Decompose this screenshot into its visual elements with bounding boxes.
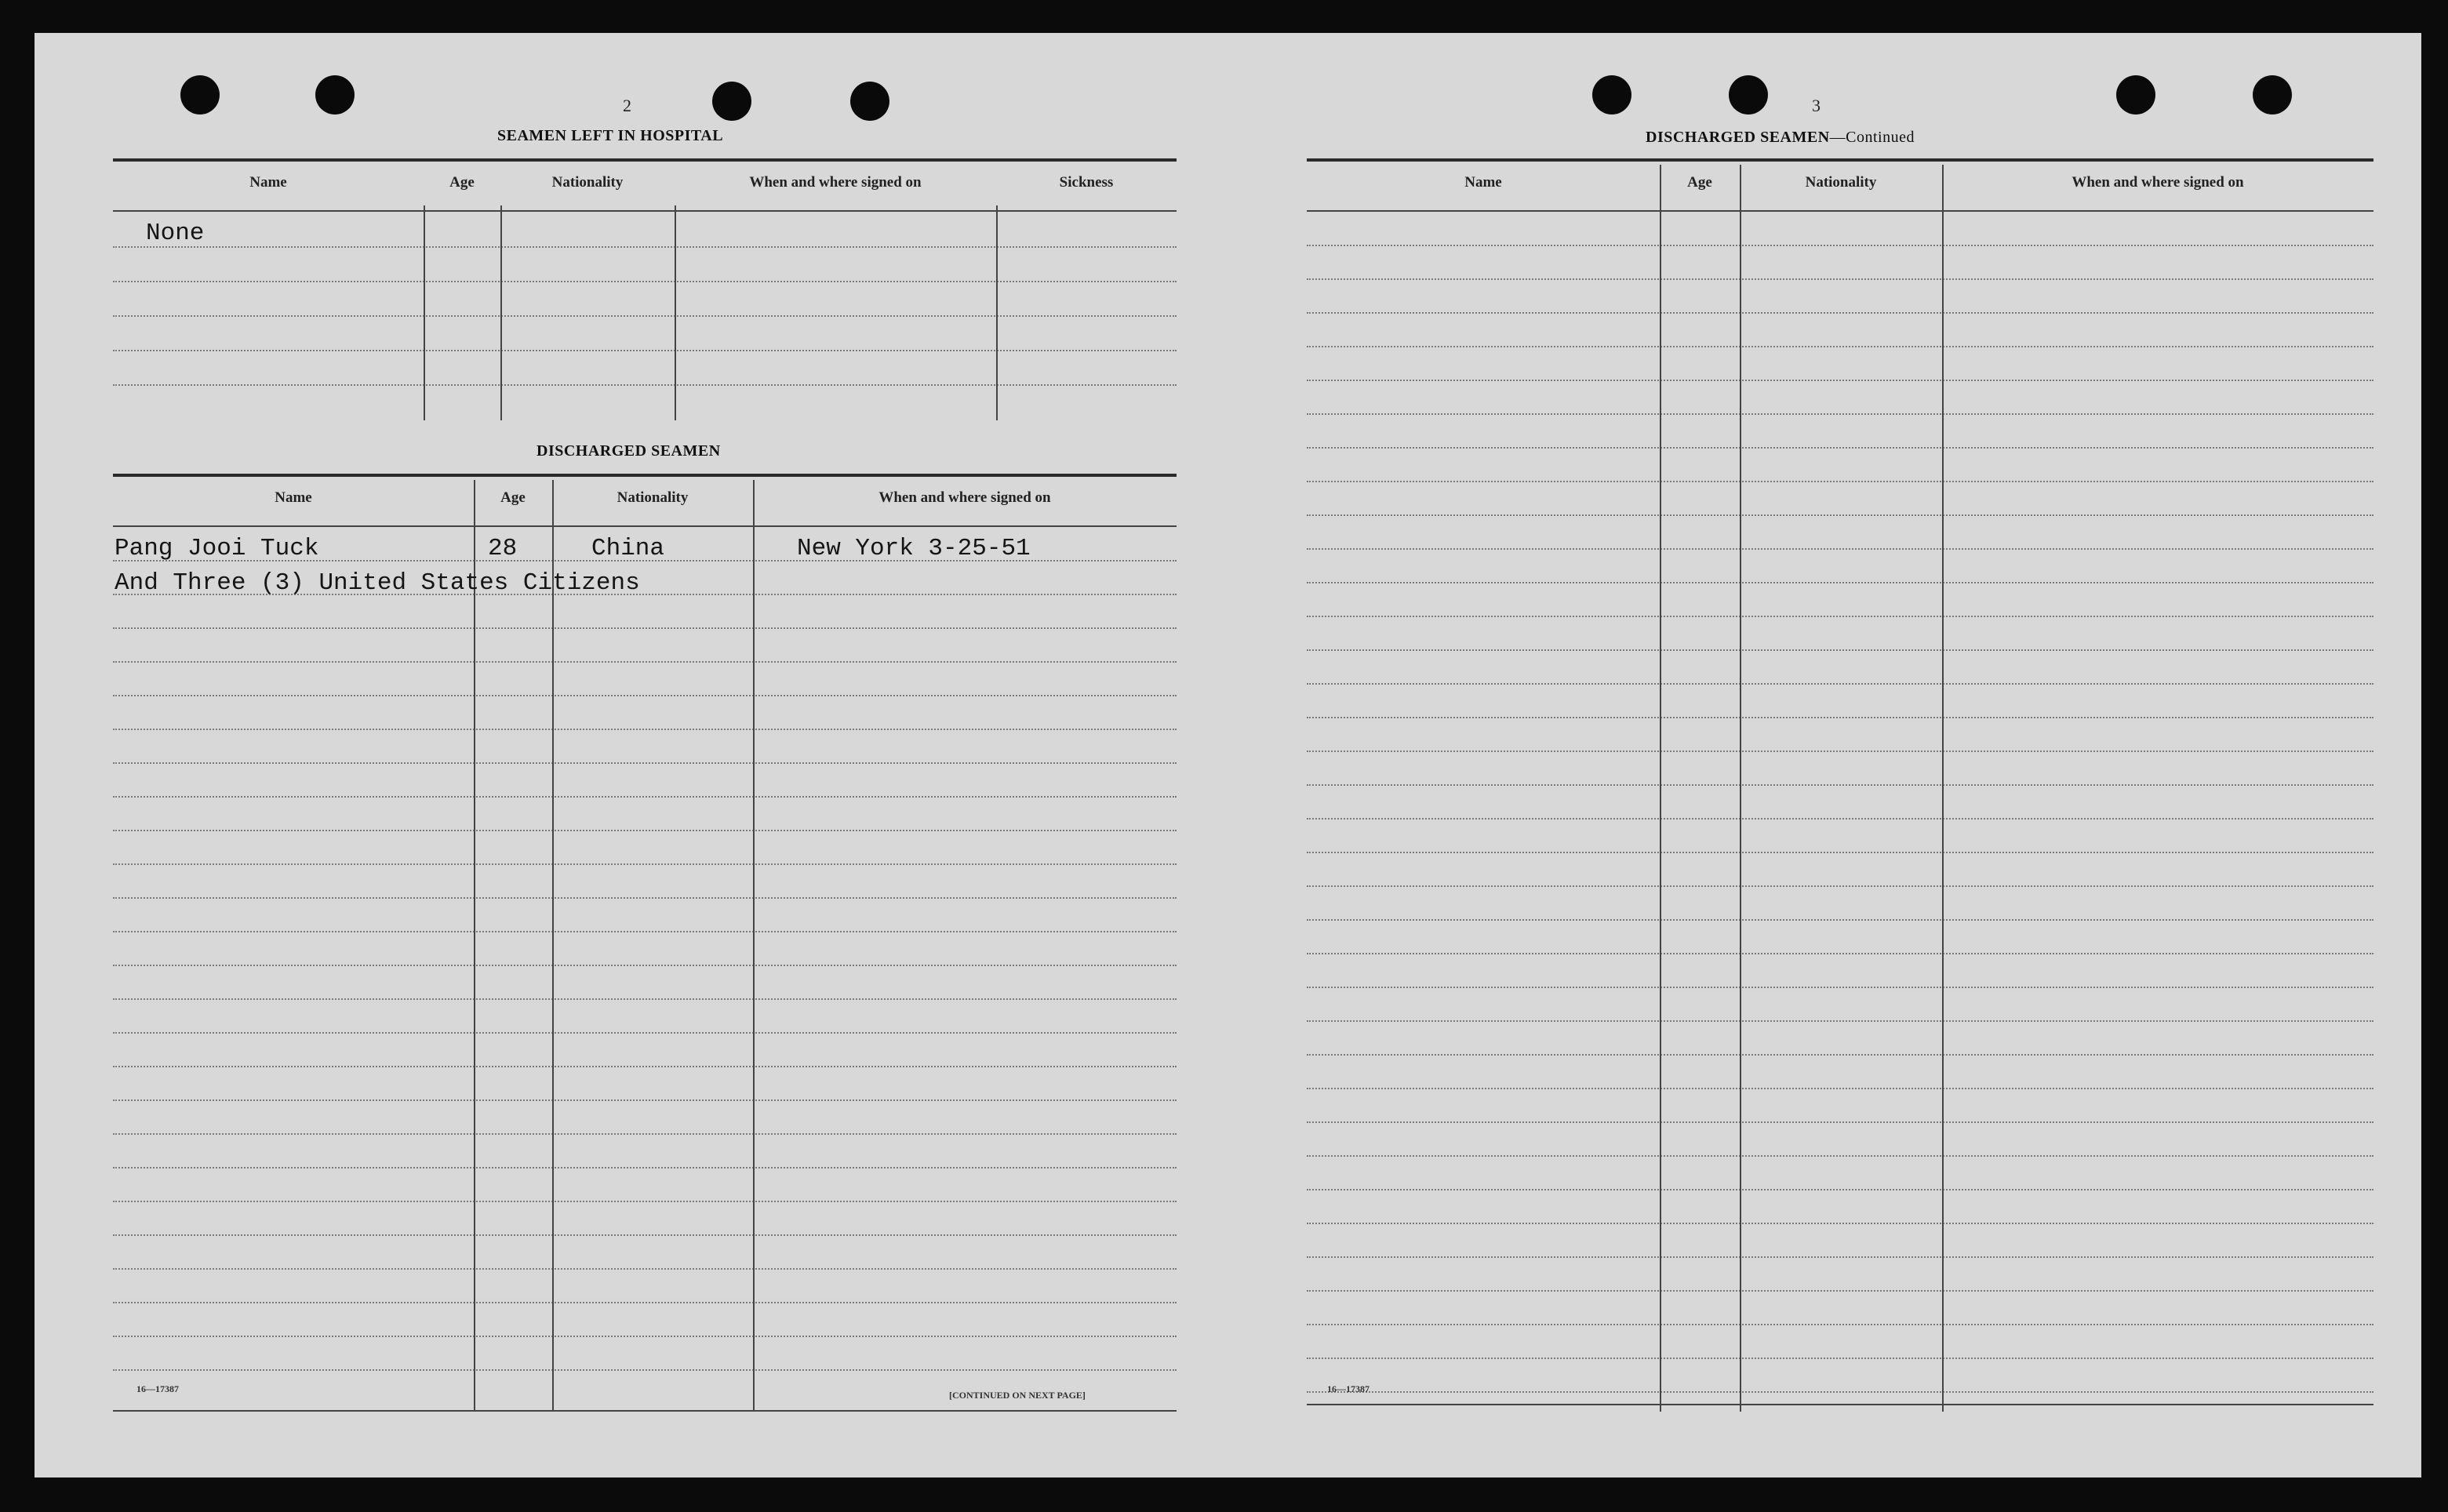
column-divider (1740, 165, 1741, 1412)
ruled-line (1307, 1088, 2373, 1089)
discharged-header-age: Age (500, 489, 526, 506)
punch-hole (850, 82, 889, 121)
ruled-line (113, 1234, 1177, 1236)
rule (113, 1410, 1177, 1412)
ruled-line (1307, 953, 2373, 954)
column-divider (474, 480, 475, 1412)
rule (1307, 1404, 2373, 1405)
ruled-line (1307, 1020, 2373, 1022)
ruled-line (113, 1268, 1177, 1270)
ruled-line (113, 281, 1177, 282)
ruled-line (1307, 1290, 2373, 1292)
document-sheet (35, 33, 2421, 1477)
ruled-line (1307, 751, 2373, 752)
continued-note: [CONTINUED ON NEXT PAGE] (949, 1390, 1086, 1401)
row2-name: And Three (3) United States Citizens (115, 569, 640, 597)
column-divider (1942, 165, 1944, 1412)
punch-hole (1729, 75, 1768, 114)
ruled-line (113, 1066, 1177, 1067)
punch-hole (1592, 75, 1631, 114)
ruled-line (113, 315, 1177, 317)
rule (1307, 210, 2373, 212)
discharged-header-nationality: Nationality (617, 489, 689, 506)
ruled-line (113, 830, 1177, 831)
right-header-age: Age (1687, 174, 1712, 191)
row1-age: 28 (488, 535, 518, 562)
ruled-line (113, 796, 1177, 798)
ruled-line (1307, 245, 2373, 246)
punch-hole (2116, 75, 2155, 114)
ruled-line (1307, 1189, 2373, 1190)
ruled-line (1307, 1358, 2373, 1359)
ruled-line (1307, 1223, 2373, 1224)
punch-hole (315, 75, 355, 114)
ruled-line (1307, 919, 2373, 921)
hospital-header-name: Name (249, 174, 287, 191)
right-section-title (1646, 129, 1915, 147)
ruled-line (113, 1133, 1177, 1135)
ruled-line (113, 931, 1177, 932)
ruled-line (1307, 683, 2373, 685)
hospital-header-age: Age (449, 174, 475, 191)
ruled-line (1307, 852, 2373, 853)
ruled-line (1307, 1256, 2373, 1258)
ruled-line (1307, 818, 2373, 820)
column-divider (500, 205, 502, 420)
ruled-line (113, 1302, 1177, 1303)
ruled-line (113, 1099, 1177, 1101)
discharged-header-name: Name (275, 489, 312, 506)
hospital-header-nationality: Nationality (551, 174, 624, 191)
ruled-line (1307, 1054, 2373, 1056)
right-header-signed-on: When and where signed on (2072, 174, 2244, 191)
rule (113, 210, 1177, 212)
ruled-line (1307, 481, 2373, 482)
rule (113, 525, 1177, 527)
column-divider (424, 205, 425, 420)
ruled-line (113, 1336, 1177, 1337)
ruled-line (113, 863, 1177, 865)
hospital-section-title: SEAMEN LEFT IN HOSPITAL (497, 127, 724, 144)
right-section-title-main: DISCHARGED SEAMEN (1646, 129, 1830, 146)
form-number-right: 16—17387 (1327, 1383, 1369, 1394)
ruled-line (113, 998, 1177, 1000)
ruled-line (1307, 1324, 2373, 1325)
ruled-line (113, 965, 1177, 966)
ruled-line (113, 1032, 1177, 1034)
column-divider (675, 205, 676, 420)
hospital-header-sickness: Sickness (1059, 174, 1114, 191)
column-divider (552, 480, 554, 1412)
ruled-line (1307, 312, 2373, 314)
row1-name: Pang Jooi Tuck (115, 535, 319, 562)
ruled-line (1307, 616, 2373, 617)
row1-nationality: China (591, 535, 665, 562)
ruled-line (1307, 380, 2373, 381)
ruled-line (113, 695, 1177, 696)
punch-hole (712, 82, 751, 121)
ruled-line (113, 1369, 1177, 1371)
hospital-entry: None (146, 220, 205, 247)
column-divider (996, 205, 998, 420)
column-divider (753, 480, 755, 1412)
ruled-line (113, 627, 1177, 629)
ruled-line (1307, 1121, 2373, 1123)
page-number-right: 3 (1812, 96, 1821, 115)
ruled-line (113, 661, 1177, 663)
rule (113, 474, 1177, 477)
ruled-line (113, 1167, 1177, 1169)
ruled-line (113, 350, 1177, 351)
punch-hole (180, 75, 220, 114)
ruled-line (113, 729, 1177, 730)
ruled-line (1307, 1391, 2373, 1393)
ruled-line (1307, 447, 2373, 449)
ruled-line (1307, 649, 2373, 651)
ruled-line (113, 246, 1177, 248)
discharged-header-signed-on: When and where signed on (878, 489, 1051, 506)
ruled-line (1307, 582, 2373, 583)
rule (113, 158, 1177, 162)
ruled-line (1307, 514, 2373, 516)
ruled-line (113, 897, 1177, 899)
ruled-line (1307, 717, 2373, 718)
ruled-line (1307, 987, 2373, 988)
ruled-line (1307, 413, 2373, 415)
ruled-line (1307, 278, 2373, 280)
ruled-line (1307, 548, 2373, 550)
right-header-name: Name (1464, 174, 1502, 191)
ruled-line (1307, 784, 2373, 786)
rule (1307, 158, 2373, 162)
punch-hole (2253, 75, 2292, 114)
ruled-line (1307, 346, 2373, 347)
hospital-header-signed-on: When and where signed on (749, 174, 922, 191)
ruled-line (1307, 885, 2373, 887)
ruled-line (113, 384, 1177, 386)
page-number-left: 2 (623, 96, 631, 115)
form-number-left: 16—17387 (136, 1383, 179, 1394)
column-divider (1660, 165, 1661, 1412)
ruled-line (113, 762, 1177, 764)
right-section-title-suffix: —Continued (1829, 129, 1915, 146)
discharged-section-title: DISCHARGED SEAMEN (537, 442, 721, 460)
ruled-line (113, 1201, 1177, 1202)
row1-signed-on: New York 3-25-51 (797, 535, 1031, 562)
right-header-nationality: Nationality (1805, 174, 1877, 191)
ruled-line (1307, 1155, 2373, 1157)
